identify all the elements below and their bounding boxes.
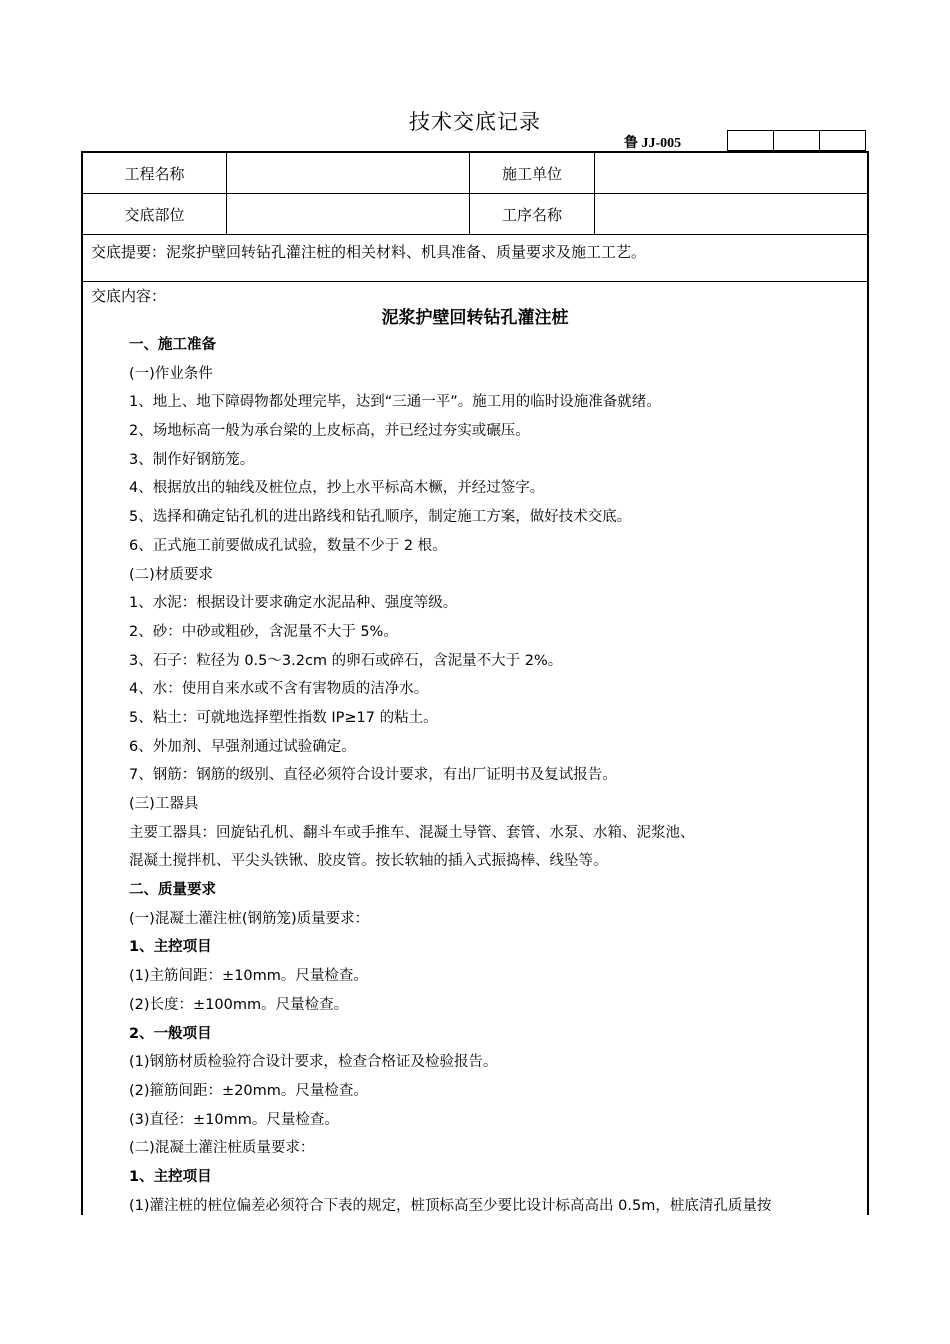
process-field[interactable] xyxy=(595,194,867,234)
contractor-label: 施工单位 xyxy=(501,164,562,183)
content-heading: 1、主控项目 xyxy=(129,939,212,956)
summary-text: 交底提要：泥浆护壁回转钻孔灌注桩的相关材料、机具准备、质量要求及施工工艺。 xyxy=(91,243,647,261)
content-heading: 1、主控项目 xyxy=(129,1168,212,1185)
content-line: 1、水泥：根据设计要求确定水泥品种、强度等级。 xyxy=(129,595,458,612)
project-name-field[interactable] xyxy=(227,153,469,193)
content-line: 主要工器具：回旋钻孔机、翻斗车或手推车、混凝土导管、套管、水泵、水箱、泥浆池、 xyxy=(129,824,695,841)
content-heading: (一)混凝土灌注桩(钢筋笼)质量要求： xyxy=(129,910,370,927)
content-line: (3)直径：±10mm。尺量检查。 xyxy=(129,1111,339,1128)
content-title: 泥浆护壁回转钻孔灌注桩 xyxy=(381,308,569,328)
project-name-label: 工程名称 xyxy=(124,164,185,183)
content-heading: (二)材质要求 xyxy=(129,566,213,583)
content-line: (1)主筋间距：±10mm。尺量检查。 xyxy=(129,968,368,985)
content-line: (1)灌注桩的桩位偏差必须符合下表的规定，桩顶标高至少要比设计标高高出 0.5m，桩底清孔质量按 xyxy=(129,1197,772,1214)
content-line: 5、选择和确定钻孔机的进出路线和钻孔顺序，制定施工方案，做好技术交底。 xyxy=(129,509,632,526)
content-line: 4、水：使用自来水或不含有害物质的洁净水。 xyxy=(129,681,429,698)
code-box-2[interactable] xyxy=(773,130,819,151)
header-row-1 xyxy=(83,153,867,194)
content-line: 6、外加剂、早强剂通过试验确定。 xyxy=(129,738,356,755)
content-line: 6、正式施工前要做成孔试验，数量不少于 2 根。 xyxy=(129,537,447,554)
content-heading: 2、一般项目 xyxy=(129,1025,212,1042)
code-box-3[interactable] xyxy=(819,130,866,151)
content-line: 7、钢筋：钢筋的级别、直径必须符合设计要求，有出厂证明书及复试报告。 xyxy=(129,767,617,784)
process-label: 工序名称 xyxy=(501,205,562,224)
record-table xyxy=(81,151,869,1215)
content-line: (1)钢筋材质检验符合设计要求，检查合格证及检验报告。 xyxy=(129,1054,498,1071)
content-heading: 二、质量要求 xyxy=(129,882,216,899)
content-line: 5、粘土：可就地选择塑性指数 IP≥17 的粘土。 xyxy=(129,709,438,726)
content-line: (2)长度：±100mm。尺量检查。 xyxy=(129,996,349,1013)
content-line: 2、场地标高一般为承台梁的上皮标高，并已经过夯实或碾压。 xyxy=(129,423,530,440)
content-line: (2)箍筋间距：±20mm。尺量检查。 xyxy=(129,1082,368,1099)
location-label: 交底部位 xyxy=(124,205,185,224)
code-boxes xyxy=(727,130,866,151)
content-heading: 一、施工准备 xyxy=(129,337,216,353)
content-heading: (二)混凝土灌注桩质量要求： xyxy=(129,1140,315,1157)
content-line: 4、根据放出的轴线及桩位点，抄上水平标高木橛，并经过签字。 xyxy=(129,480,545,497)
content-label: 交底内容： xyxy=(91,287,167,305)
header-row-2 xyxy=(83,194,867,235)
content-line: 混凝土搅拌机、平尖头铁锹、胶皮管。按长软轴的插入式振捣棒、线坠等。 xyxy=(129,853,608,870)
form-code: 鲁 JJ-005 xyxy=(624,136,682,151)
content-heading: (三)工器具 xyxy=(129,796,199,812)
code-box-1[interactable] xyxy=(727,130,773,151)
content-line: 3、石子：粒径为 0.5～3.2cm 的卵石或碎石，含泥量不大于 2%。 xyxy=(129,652,563,669)
contractor-field[interactable] xyxy=(595,153,867,193)
content-line: 3、制作好钢筋笼。 xyxy=(129,451,255,468)
document-title: 技术交底记录 xyxy=(409,110,541,134)
content-line: 2、砂：中砂或粗砂，含泥量不大于 5%。 xyxy=(129,623,398,640)
content-heading: (一)作业条件 xyxy=(129,365,213,382)
location-field[interactable] xyxy=(227,194,469,234)
content-body xyxy=(129,331,869,1220)
summary-row xyxy=(83,235,867,282)
content-line: 1、地上、地下障碍物都处理完毕，达到“三通一平”。施工用的临时设施准备就绪。 xyxy=(129,394,661,411)
